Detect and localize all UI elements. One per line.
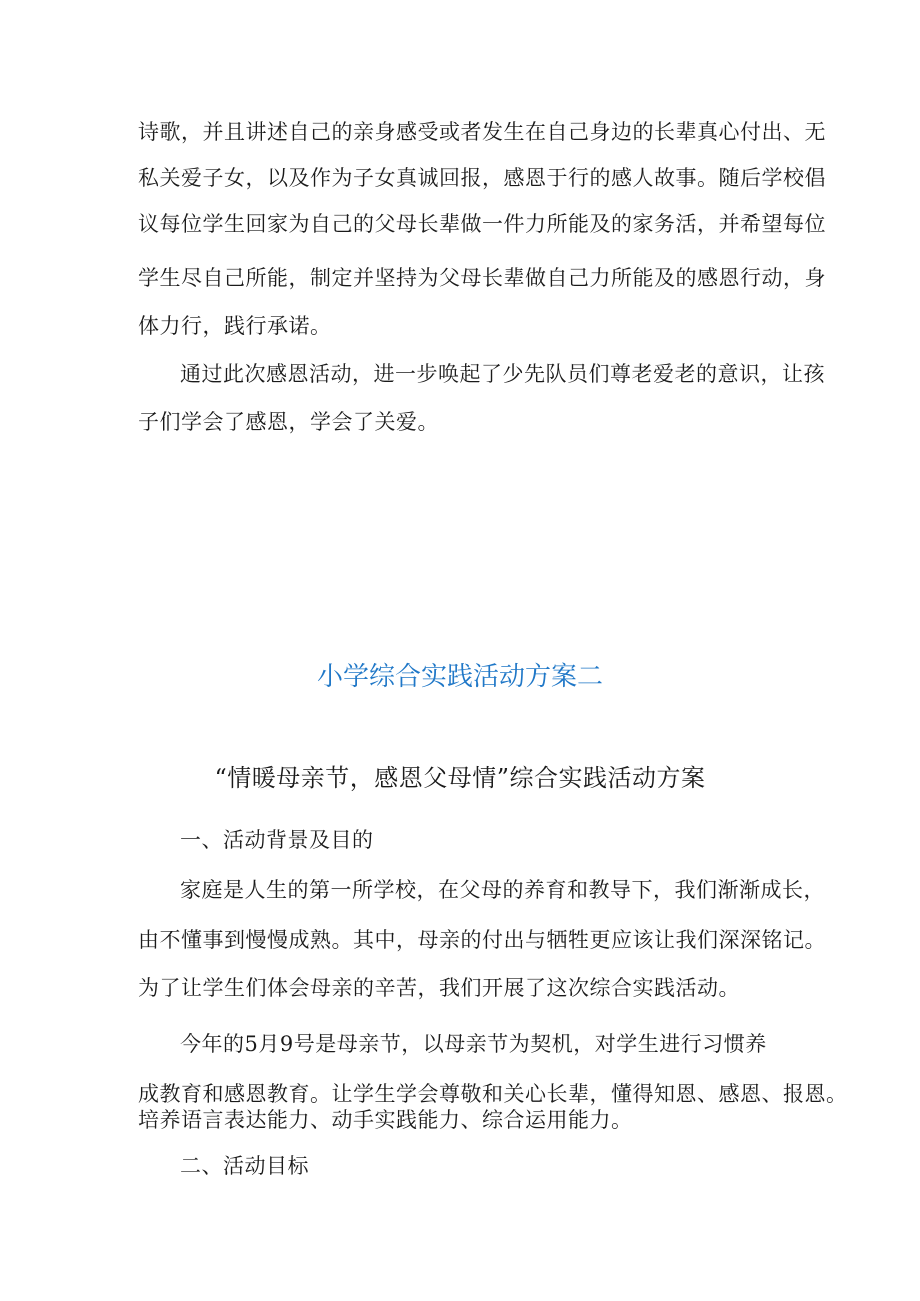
paragraph-line: 体力行，践行承诺。	[138, 314, 332, 338]
background-line: 为了让学生们体会母亲的辛苦，我们开展了这次综合实践活动。	[138, 976, 740, 1000]
conclusion-line: 通过此次感恩活动，进一步唤起了少先队员们尊老爱老的意识，让孩	[180, 362, 825, 386]
plan-subtitle: “情暖母亲节，感恩父母情”综合实践活动方案	[214, 764, 706, 792]
purpose-line: 今年的5月9号是母亲节，以母亲节为契机，对学生进行习惯养	[180, 1032, 767, 1056]
paragraph-line: 私关爱子女，以及作为子女真诚回报，感恩于行的感人故事。随后学校倡	[138, 166, 826, 190]
conclusion-line: 子们学会了感恩，学会了关爱。	[138, 410, 439, 434]
background-line: 由不懂事到慢慢成熟。其中，母亲的付出与牺牲更应该让我们深深铭记。	[138, 928, 826, 952]
section-heading: 二、活动目标	[180, 1154, 309, 1178]
purpose-line: 成教育和感恩教育。让学生学会尊敬和关心长辈，懂得知恩、感恩、报恩。	[138, 1082, 848, 1106]
paragraph-line: 诗歌，并且讲述自己的亲身感受或者发生在自己身边的长辈真心付出、无	[138, 120, 826, 144]
background-line: 家庭是人生的第一所学校，在父母的养育和教导下，我们渐渐成长，	[180, 878, 825, 902]
purpose-line: 培养语言表达能力、动手实践能力、综合运用能力。	[138, 1108, 633, 1132]
paragraph-line: 议每位学生回家为自己的父母长辈做一件力所能及的家务活，并希望每位	[138, 212, 826, 236]
section-heading: 一、活动背景及目的	[180, 828, 374, 852]
section-title: 小学综合实践活动方案二	[316, 662, 603, 692]
paragraph-line: 学生尽自己所能，制定并坚持为父母长辈做自己力所能及的感恩行动，身	[138, 266, 826, 290]
